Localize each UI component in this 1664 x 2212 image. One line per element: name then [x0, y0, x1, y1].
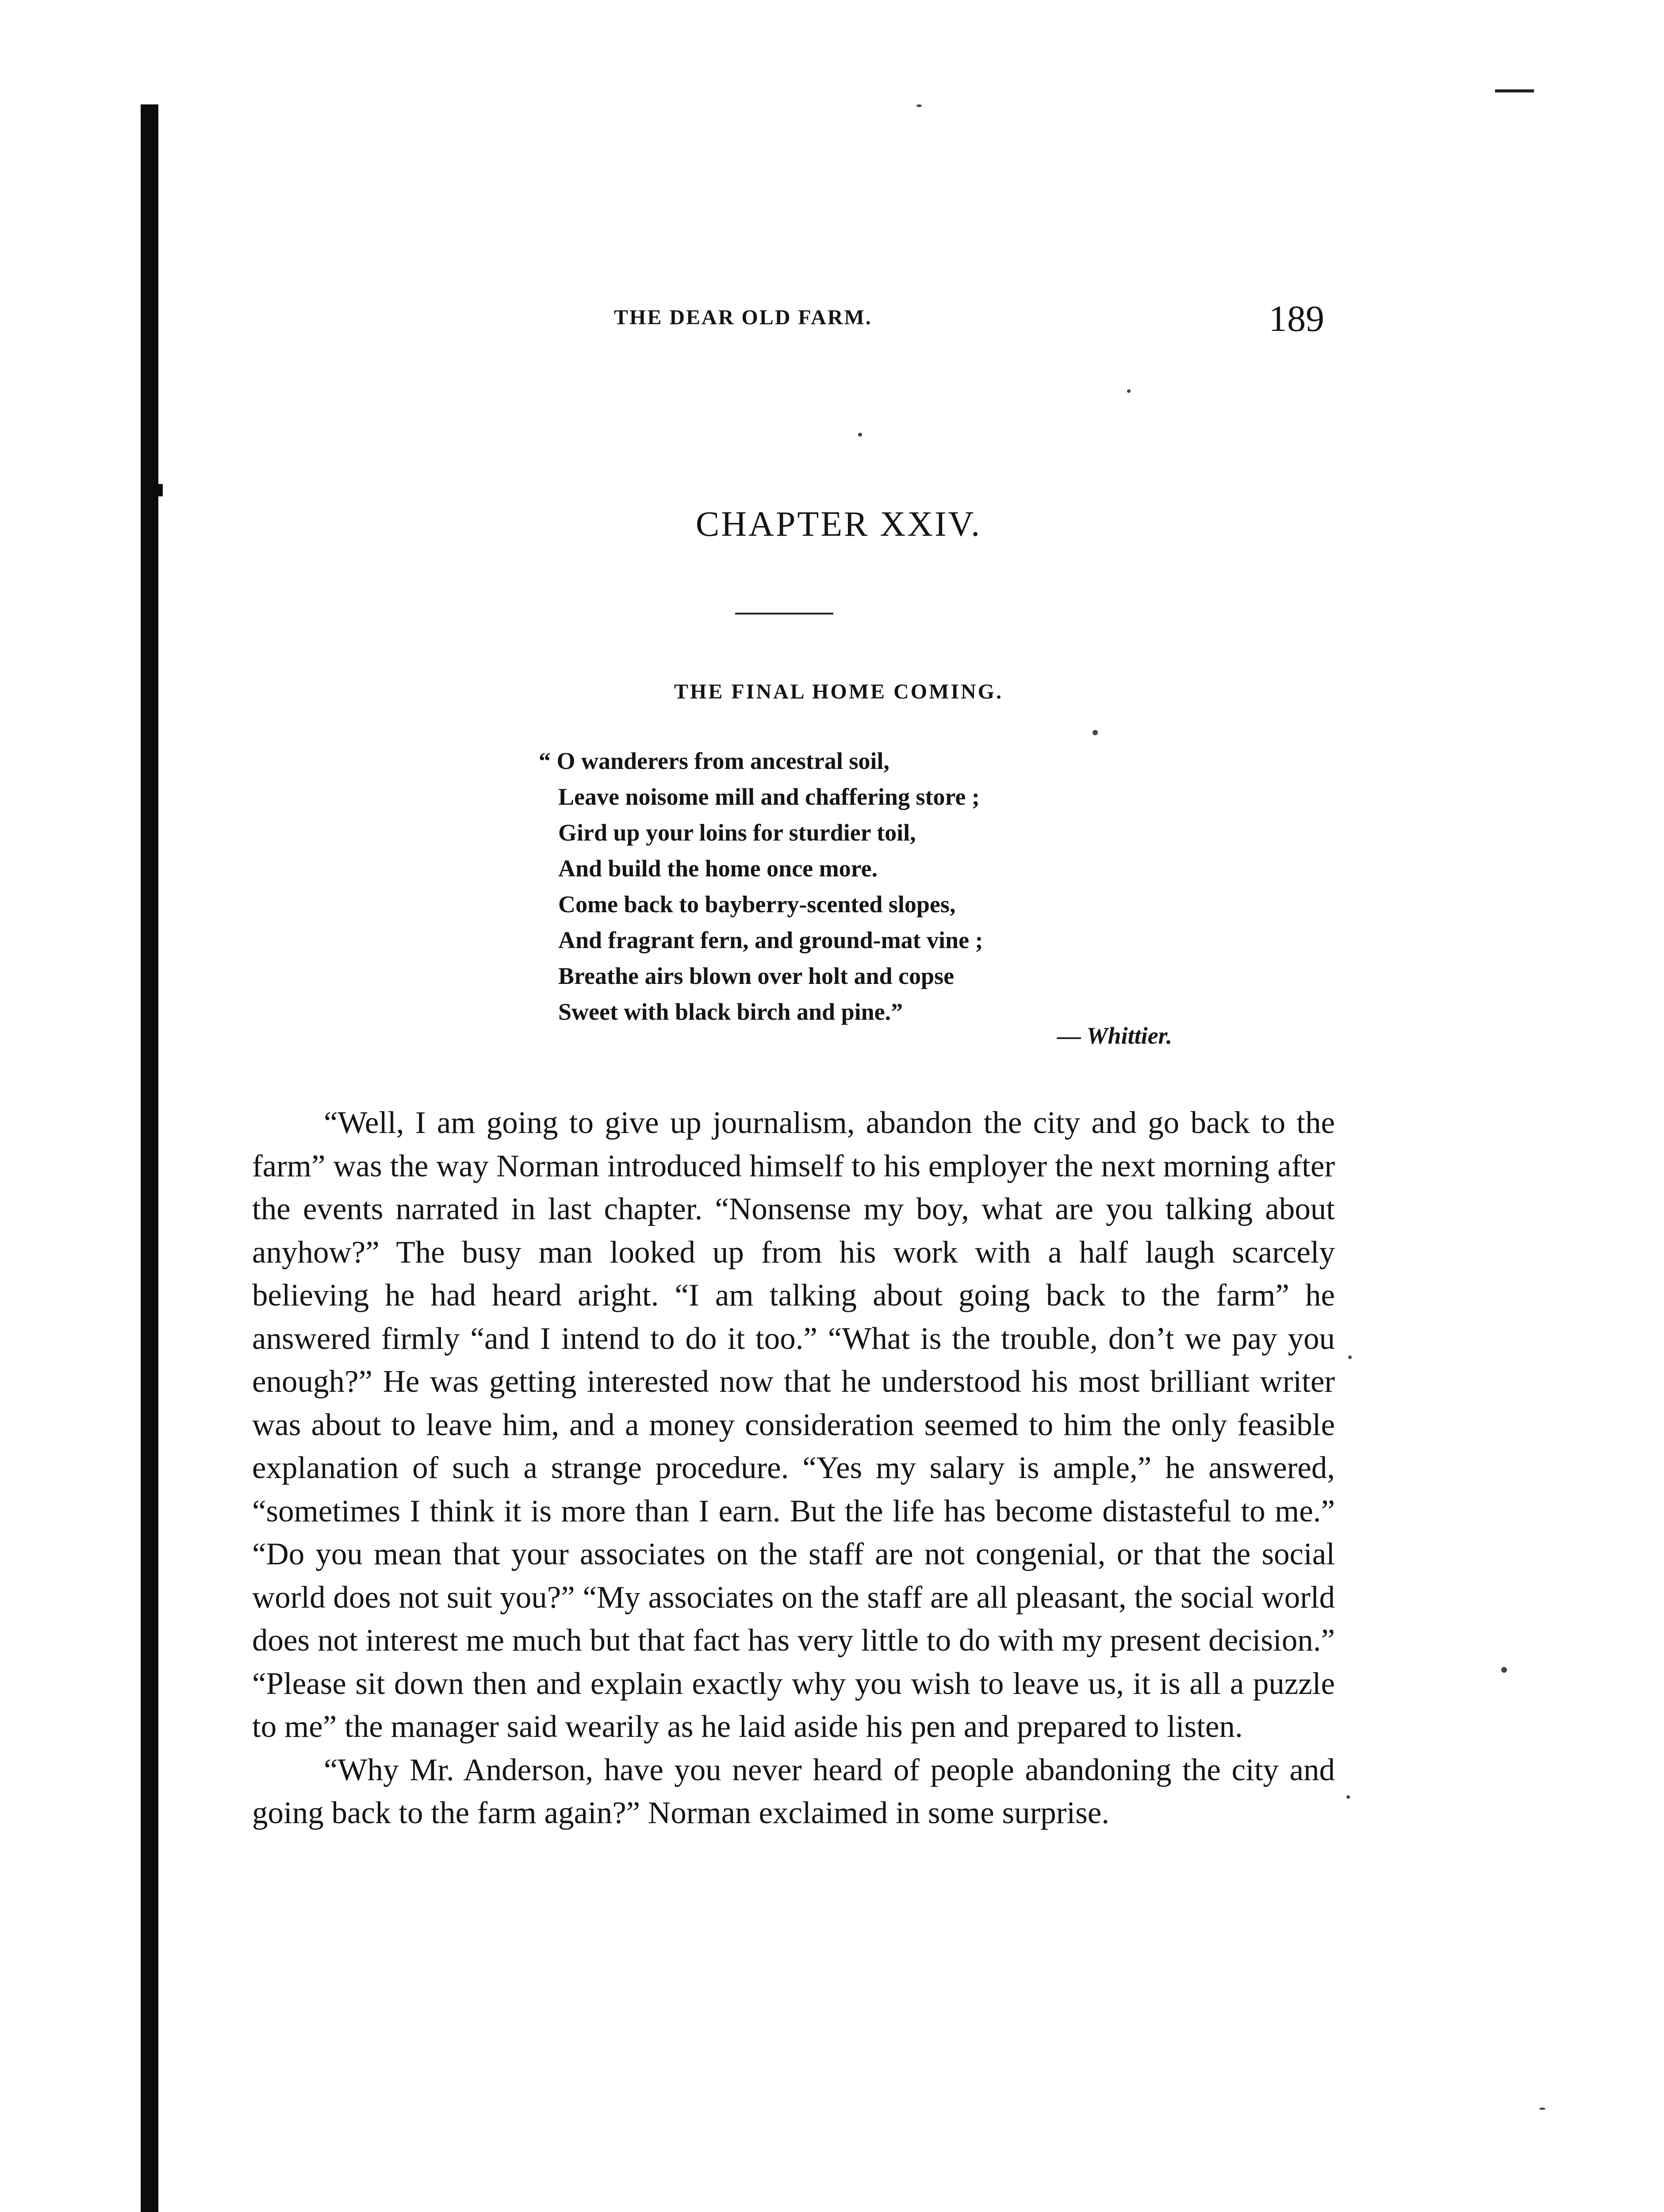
scan-speck: [1346, 1795, 1350, 1799]
binding-edge-notch: [156, 484, 163, 496]
epigraph-line: Breathe airs blown over holt and copse: [558, 963, 955, 989]
epigraph-line: Come back to bayberry-scented slopes,: [558, 891, 956, 918]
chapter-subtitle: THE FINAL HOME COMING.: [674, 680, 1004, 703]
scan-speck: [1127, 389, 1131, 393]
body-text: [252, 1102, 1335, 1835]
scan-speck: [1539, 2108, 1545, 2110]
chapter-title: CHAPTER XXIV.: [695, 505, 982, 544]
scan-speck: [916, 104, 922, 107]
page-number: 189: [1269, 298, 1324, 339]
scan-speck: [1501, 1667, 1507, 1673]
epigraph-line: And build the home once more.: [558, 855, 878, 882]
corner-scan-mark: [1495, 89, 1534, 92]
scan-speck: [1093, 730, 1098, 735]
scan-speck: [858, 433, 862, 437]
running-head: THE DEAR OLD FARM.: [614, 306, 872, 329]
epigraph-line: And fragrant fern, and ground-mat vine ;: [558, 927, 983, 953]
epigraph-attribution: — Whittier.: [1057, 1022, 1173, 1049]
epigraph-line: Leave noisome mill and chaffering store ;: [558, 783, 980, 810]
title-divider: [735, 613, 833, 614]
epigraph: [539, 743, 983, 1030]
epigraph-line: “ O wanderers from ancestral soil,: [539, 748, 890, 774]
body-paragraph: “Why Mr. Anderson, have you never heard of people abandoning the city and going back to the farm again?” Norman exclaimed in some surprise.: [252, 1752, 1335, 1830]
scan-speck: [1348, 1356, 1352, 1359]
epigraph-line: Gird up your loins for sturdier toil,: [558, 819, 916, 846]
epigraph-line: Sweet with black birch and pine.”: [558, 998, 903, 1025]
body-paragraph: “Well, I am going to give up journalism, abandon the city and go back to the farm” was the way Norman introduced himself to his employer the next morning after the events narrated in last chapter. “Nonsense my boy, what are you talking about anyhow?” The busy man looked up from his work with a half laugh scarcely believing he had heard aright. “I am talking about going back to the farm” he answered firmly “and I intend to do it too.” “What is the trouble, don’t we pay you enough?” He was getting interested now that he understood his most brilliant writer was about to leave him, and a money consideration seemed to him the only feasible explanation of such a strange procedure. “Yes my salary is ample,” he answered, “sometimes I think it is more than I earn. But the life has become distasteful to me.” “Do you mean that your associates on the staff are not congenial, or that the social world does not suit you?” “My associates on the staff are all pleasant, the social world does not interest me much but that fact has very little to do with my present decision.” “Please sit down then and explain exactly why you wish to leave us, it is all a puzzle to me” the manager said wearily as he laid aside his pen and prepared to listen.: [252, 1106, 1335, 1744]
binding-edge: [141, 104, 158, 2212]
